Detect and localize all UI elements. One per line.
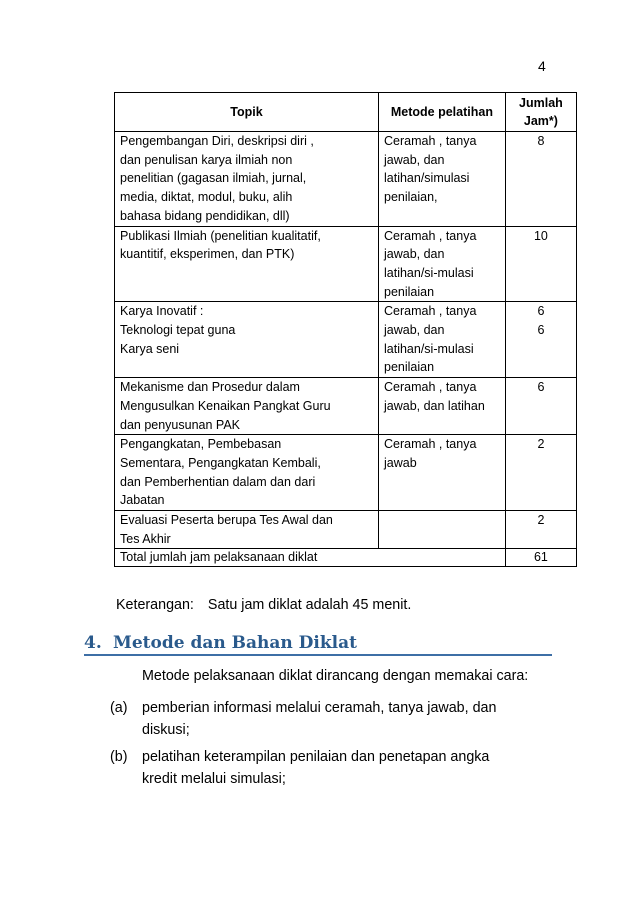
topik-cell: Publikasi Ilmiah (penelitian kualitatif, kuantitif, eksperimen, dan PTK) [115,226,379,302]
list-item-text: pemberian informasi melalui ceramah, tanya jawab, dan diskusi; [142,700,497,738]
metode-cell: Ceramah , tanya jawab, dan latihan/simulasi penilaian, [379,132,506,227]
table-note [116,597,411,613]
header-jumlah-jam [505,93,576,132]
metode-cell: Ceramah , tanya jawab, dan latihan/si-mulasi penilaian [379,302,506,378]
list-item [110,746,552,790]
header-topik: Topik [115,93,379,132]
jam-cell: 2 [505,435,576,511]
total-value: 61 [505,549,576,567]
section-intro: Metode pelaksanaan diklat dirancang dengan memakai cara: [142,668,529,684]
jam-cell: 10 [505,226,576,302]
metode-cell: Ceramah , tanya jawab, dan latihan/si-mulasi penilaian [379,226,506,302]
total-row [115,549,577,567]
topik-cell: Pengangkatan, Pembebasan Sementara, Pengangkatan Kembali, dan Pemberhentian dalam dan dari Jabatan [115,435,379,511]
table-row [115,511,577,549]
header-jam-line2: Jam*) [523,114,558,128]
topik-cell: Evaluasi Peserta berupa Tes Awal dan Tes Akhir [115,511,379,549]
table-header-row [115,93,577,132]
jam-cell: 6 [505,378,576,435]
section-title: Metode dan Bahan Diklat [113,633,357,653]
list-marker: (a) [110,700,128,716]
list-marker: (b) [110,749,128,765]
note-label: Keterangan: [116,597,194,613]
jam-cell: 2 [505,511,576,549]
section-number: 4. [84,633,102,653]
list-item [110,697,552,741]
list-item-text: pelatihan keterampilan penilaian dan penetapan angka kredit melalui simulasi; [142,749,490,787]
metode-cell [379,511,506,549]
jam-cell: 8 [505,132,576,227]
table-row [115,226,577,302]
note-text: Satu jam diklat adalah 45 menit. [207,597,412,613]
table-row [115,302,577,378]
table-row [115,378,577,435]
jam-cell: 6 6 [505,302,576,378]
topik-cell: Pengembangan Diri, deskripsi diri , dan penulisan karya ilmiah non penelitian (gagasan ilmiah, jurnal, media, diktat, modul, buku, alih bahasa bidang pendidikan, dll) [115,132,379,227]
metode-cell: Ceramah , tanya jawab, dan latihan [379,378,506,435]
topik-cell: Karya Inovatif : Teknologi tepat guna Karya seni [115,302,379,378]
header-metode-pelatihan: Metode pelatihan [379,93,506,132]
page-number: 4 [538,58,546,74]
header-jam-line1: Jumlah [519,96,563,110]
topik-cell: Mekanisme dan Prosedur dalam Mengusulkan Kenaikan Pangkat Guru dan penyusunan PAK [115,378,379,435]
training-topics-table [114,92,577,567]
section-heading [84,633,552,656]
table-row [115,132,577,227]
table-row [115,435,577,511]
total-label: Total jumlah jam pelaksanaan diklat [115,549,506,567]
metode-cell: Ceramah , tanya jawab [379,435,506,511]
